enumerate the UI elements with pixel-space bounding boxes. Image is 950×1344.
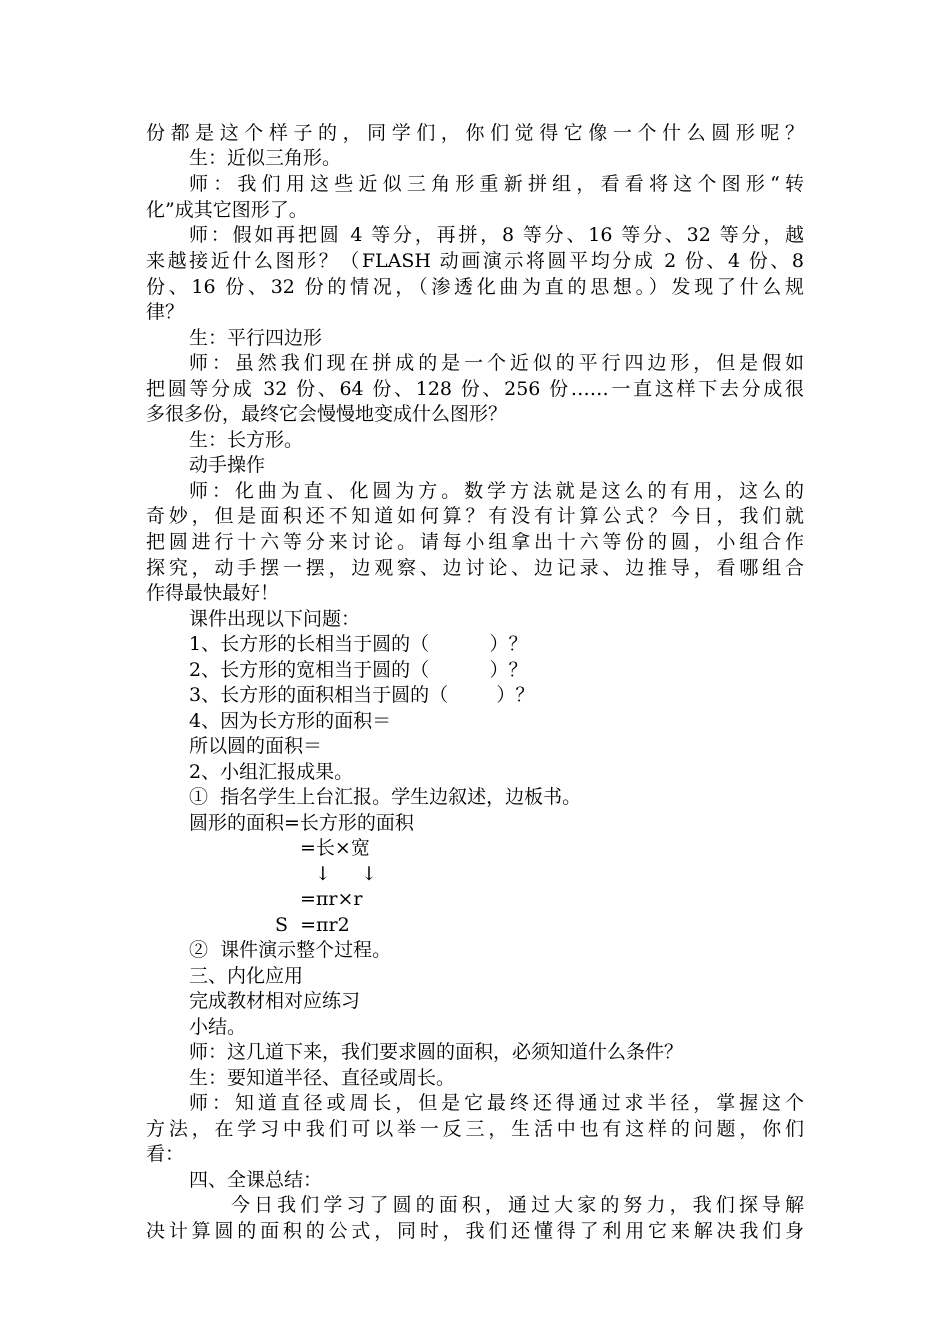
text-line: 课件出现以下问题： bbox=[189, 608, 361, 630]
text-line: 把圆等分成 32 份、64 份、128 份、256 份……一直这样下去分成很 bbox=[146, 378, 804, 400]
text-line: 作得最快最好！ bbox=[146, 582, 280, 604]
text-line: ② 课件演示整个过程。 bbox=[189, 939, 392, 961]
text-line: 今日我们学习了圆的面积，通过大家的努力，我们探导解 bbox=[231, 1194, 804, 1216]
text-line: 生：近似三角形。 bbox=[189, 147, 342, 169]
section-heading: 三、内化应用 bbox=[189, 965, 304, 987]
text-line: 生：要知道半径、直径或周长。 bbox=[189, 1067, 456, 1089]
text-line: 生：平行四边形 bbox=[189, 327, 323, 349]
text-line: 师：知道直径或周长，但是它最终还得通过求半径，掌握这个 bbox=[189, 1092, 804, 1114]
text-line: 师：这几道下来，我们要求圆的面积，必须知道什么条件？ bbox=[189, 1041, 684, 1063]
section-heading: 四、全课总结： bbox=[189, 1169, 323, 1191]
text-line: 圆形的面积=长方形的面积 bbox=[189, 812, 414, 834]
text-line: 生：长方形。 bbox=[189, 429, 304, 451]
text-line: 来越接近什么图形？（FLASH 动画演示将圆平均分成 2 份、4 份、8 bbox=[146, 250, 804, 272]
text-line: 化”成其它图形了。 bbox=[146, 199, 308, 221]
text-line: 4、因为长方形的面积＝ bbox=[189, 710, 392, 732]
formula-line: =长×宽 bbox=[300, 837, 370, 859]
text-line: 多很多份，最终它会慢慢地变成什么图形？ bbox=[146, 403, 508, 425]
text-line: 律？ bbox=[146, 301, 185, 323]
text-line: 决计算圆的面积的公式，同时，我们还懂得了利用它来解决我们身 bbox=[146, 1220, 804, 1242]
text-line: 方法，在学习中我们可以举一反三，生活中也有这样的问题，你们 bbox=[146, 1118, 804, 1140]
text-line: 小结。 bbox=[189, 1016, 247, 1038]
text-line: 3、长方形的面积相当于圆的（ ）？ bbox=[189, 684, 535, 706]
text-line: 奇妙，但是面积还不知道如何算？有没有计算公式？今日，我们就 bbox=[146, 505, 804, 527]
text-line: 师：假如再把圆 4 等分，再拼，8 等分、16 等分、32 等分，越 bbox=[189, 224, 804, 246]
text-line: 1、长方形的长相当于圆的（ ）？ bbox=[189, 633, 528, 655]
text-line: 把圆进行十六等分来讨论。请每小组拿出十六等份的圆，小组合作 bbox=[146, 531, 804, 553]
text-line: 动手操作 bbox=[189, 454, 266, 476]
text-line: 2、长方形的宽相当于圆的（ ）？ bbox=[189, 659, 528, 681]
text-line: 看： bbox=[146, 1143, 185, 1165]
text-line: 完成教材相对应练习 bbox=[189, 990, 361, 1012]
text-line: ① 指名学生上台汇报。学生边叙述，边板书。 bbox=[189, 786, 582, 808]
formula-arrows: ↓ ↓ bbox=[315, 863, 378, 885]
text-line: 师：我们用这些近似三角形重新拼组，看看将这个图形“转 bbox=[189, 173, 804, 195]
text-line: 份都是这个样子的，同学们，你们觉得它像一个什么圆形呢？ bbox=[146, 122, 804, 144]
text-line: 探究，动手摆一摆，边观察、边讨论、边记录、边推导，看哪组合 bbox=[146, 557, 804, 579]
text-line: 2、小组汇报成果。 bbox=[189, 761, 354, 783]
text-line: 师：化曲为直、化圆为方。数学方法就是这么的有用，这么的 bbox=[189, 480, 804, 502]
text-line: 所以圆的面积＝ bbox=[189, 735, 323, 757]
formula-line: =πr×r bbox=[300, 888, 363, 910]
text-line: 师：虽然我们现在拼成的是一个近似的平行四边形，但是假如 bbox=[189, 352, 804, 374]
formula-line: S =πr2 bbox=[275, 914, 350, 936]
text-line: 份、16 份、32 份的情况，（渗透化曲为直的思想。）发现了什么规 bbox=[146, 276, 804, 298]
